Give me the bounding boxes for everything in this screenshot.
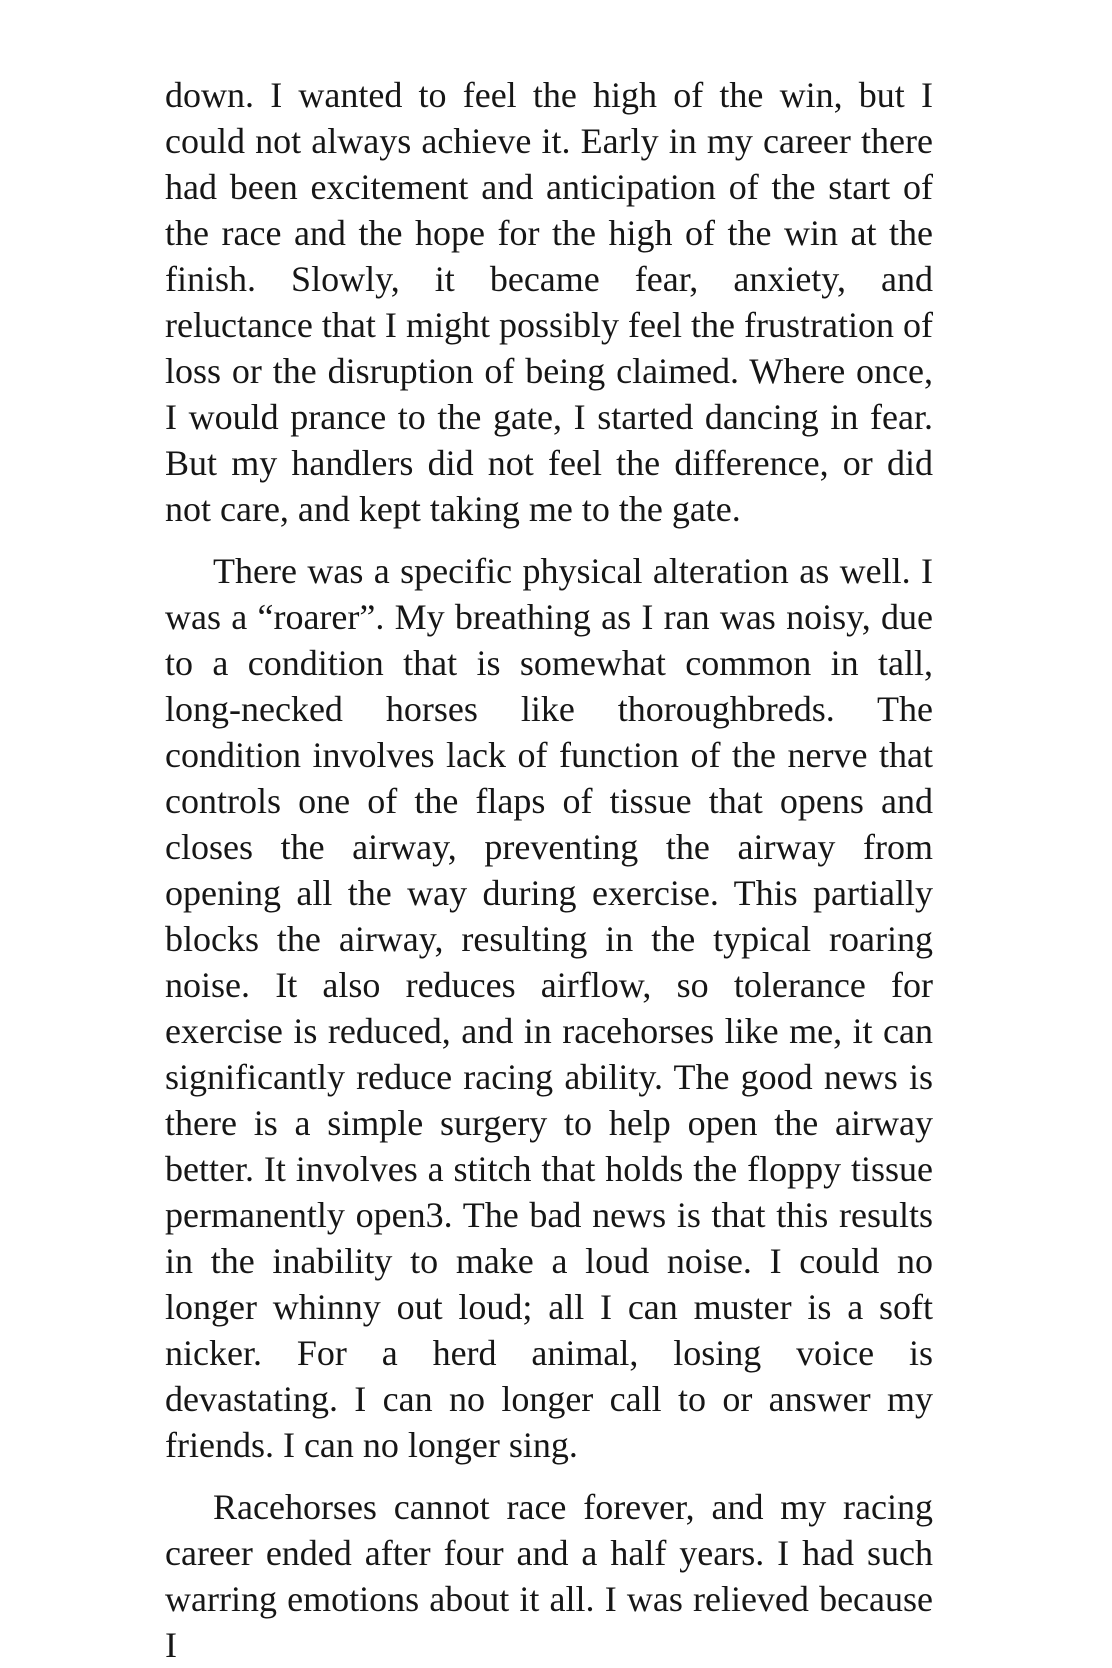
paragraph: Racehorses cannot race forever, and my racing career ended after four and a half years. I had such warring emotions about it all. I was relieved because I <box>165 1487 933 1665</box>
paragraph: There was a specific physical alteration as well. I was a “roarer”. My breathing as I ran was noisy, due to a condition that is somewhat common in tall, long-necked horses like thoroughbreds. The condition involves lack of function of the nerve that controls one of the flaps of tissue that opens and closes the airway, preventing the airway from opening all the way during exercise. This partially blocks the airway, resulting in the typical roaring noise. It also reduces airflow, so tolerance for exercise is reduced, and in racehorses like me, it can significantly reduce racing ability. The good news is there is a simple surgery to help open the airway better. It involves a stitch that holds the floppy tissue permanently open3. The bad news is that this results in the inability to make a loud noise. I could no longer whinny out loud; all I can muster is a soft nicker. For a herd animal, losing voice is devastating. I can no longer call to or answer my friends. I can no longer sing. <box>165 551 933 1465</box>
paragraph-continued: down. I wanted to feel the high of the win, but I could not always achieve it. Early in my career there had been excitement and anticipation of the start of the race and the hope for the high of the win at the finish. Slowly, it became fear, anxiety, and reluctance that I might possibly feel the frustration of loss or the disruption of being claimed. Where once, I would prance to the gate, I started dancing in fear. But my handlers did not feel the difference, or did not care, and kept taking me to the gate. <box>165 75 933 529</box>
